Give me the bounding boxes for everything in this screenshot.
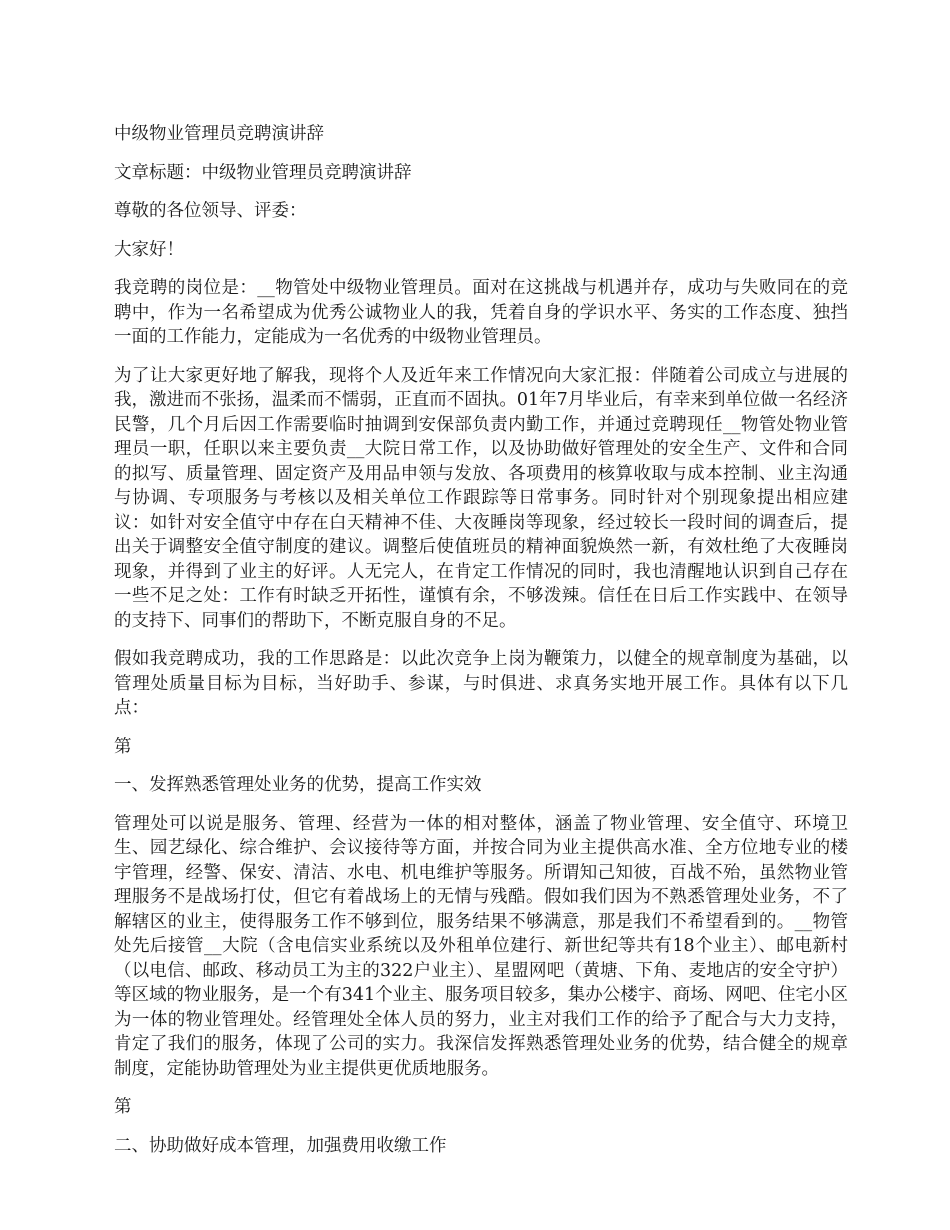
paragraph-work-plan: 假如我竞聘成功，我的工作思路是：以此次竞争上岗为鞭策力，以健全的规章制度为基础，以管理处质量目标为目标，当好助手、参谋，与时俱进、求真务实地开展工作。具体有以下几点： [114,649,848,718]
section-marker-1: 第 [114,736,132,757]
salutation: 尊敬的各位领导、评委： [114,201,307,221]
document-title: 中级物业管理员竞聘演讲辞 [114,124,324,144]
paragraph-position: 我竞聘的岗位是：__物管处中级物业管理员。面对在这挑战与机遇并存，成功与失败同在的竞聘中，作为一名希望成为优秀公诚物业人的我，凭着自身的学识水平、务实的工作态度、独挡一面的工作能力，定能成为一名优秀的中级物业管理员。 [114,278,848,347]
greeting: 大家好！ [114,239,184,260]
section-heading-1: 一、发挥熟悉管理处业务的优势，提高工作实效 [114,775,482,795]
paragraph-self-introduction: 为了让大家更好地了解我，现将个人及近年来工作情况向大家汇报：伴随着公司成立与进展的我，激进而不张扬，温柔而不懦弱，正直而不固执。01年7月毕业后，有幸来到单位做一名经济民警，几个月后因工作需要临时抽调到安保部负责内勤工作，并通过竞聘现任__物管处物业管理员一职，任职以来主要负责__大院日常工作，以及协助做好管理处的安全生产、文件和合同的拟写、质量管理、固定资产及用品申领与发放、各项费用的核算收取与成本控制、业主沟通与协调、专项服务与考核以及相关单位工作跟踪等日常事务。同时针对个别现象提出相应建议：如针对安全值守中存在白天精神不佳、大夜睡岗等现象，经过较长一段时间的调查后，提出关于调整安全值守制度的建议。调整后使值班员的精神面貌焕然一新，有效杜绝了大夜睡岗现象，并得到了业主的好评。人无完人，在肯定工作情况的同时，我也清醒地认识到自己存在一些不足之处：工作有时缺乏开拓性，谨慎有余，不够泼辣。信任在日后工作实践中、在领导的支持下、同事们的帮助下，不断克服自身的不足。 [114,365,848,631]
section-heading-2: 二、协助做好成本管理，加强费用收缴工作 [114,1135,447,1156]
section-marker-2: 第 [114,1097,132,1117]
article-title: 文章标题：中级物业管理员竞聘演讲辞 [114,162,412,183]
document-body [114,122,848,1172]
paragraph-section-1-body: 管理处可以说是服务、管理、经营为一体的相对整体，涵盖了物业管理、安全值守、环境卫生、园艺绿化、综合维护、会议接待等方面，并按合同为业主提供高水准、全方位地专业的楼宇管理，经警、保安、清洁、水电、机电维护等服务。所谓知己知彼，百战不殆，虽然物业管理服务不是战场打仗，但它有着战场上的无情与残酷。假如我们因为不熟悉管理处业务，不了解辖区的业主，使得服务工作不够到位，服务结果不够满意，那是我们不希望看到的。__物管处先后接管__大院（含电信实业系统以及外租单位建行、新世纪等共有18个业主）、邮电新村（以电信、邮政、移动员工为主的322户业主）、星盟网吧（黄塘、下角、麦地店的安全守护）等区域的物业服务，是一个有341个业主、服务项目较多，集办公楼宇、商场、网吧、住宅小区为一体的物业管理处。经管理处全体人员的努力，业主对我们工作的给予了配合与大力支持，肯定了我们的服务，体现了公司的实力。我深信发挥熟悉管理处业务的优势，结合健全的规章制度，定能协助管理处为业主提供更优质地服务。 [114,813,848,1079]
